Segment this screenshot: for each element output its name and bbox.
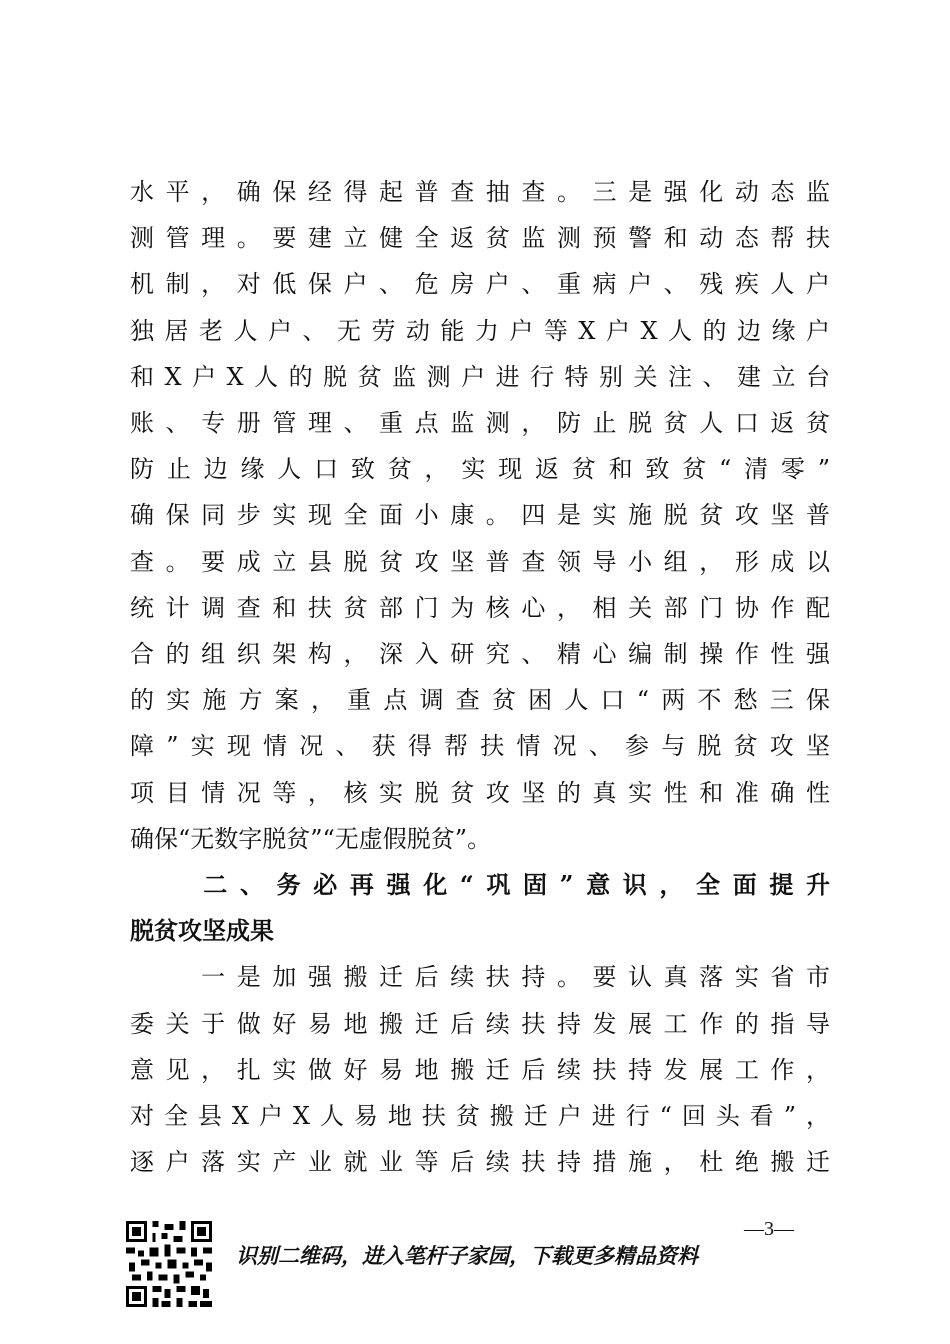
body-line: 合的组织架构，深入研究、精心编制操作性强 bbox=[130, 640, 830, 668]
body-line: 确保“无数字脱贫”“无虚假脱贫”。 bbox=[130, 825, 492, 853]
body-line: 账、专册管理、重点监测，防止脱贫人口返贫 bbox=[130, 409, 830, 437]
body-line: 意见，扎实做好易地搬迁后续扶持发展工作， bbox=[130, 1056, 830, 1084]
body-line: 确保同步实现全面小康。四是实施脱贫攻坚普 bbox=[130, 501, 830, 529]
body-line: 对全县X户X人易地扶贫搬迁户进行“回头看”， bbox=[130, 1102, 830, 1130]
body-line: 防止边缘人口致贫，实现返贫和致贫“清零” bbox=[130, 455, 830, 483]
body-line: 查。要成立县脱贫攻坚普查领导小组，形成以 bbox=[130, 548, 830, 576]
page-number: —3— bbox=[744, 1218, 794, 1240]
section-heading-line: 脱贫攻坚成果 bbox=[130, 916, 274, 945]
body-line: 水平，确保经得起普查抽查。三是强化动态监 bbox=[130, 178, 830, 206]
body-line: 统计调查和扶贫部门为核心，相关部门协作配 bbox=[130, 594, 830, 622]
body-line: 项目情况等，核实脱贫攻坚的真实性和准确性 bbox=[130, 779, 830, 807]
body-line: 独居老人户、无劳动能力户等X户X人的边缘户 bbox=[130, 317, 830, 345]
body-line: 的实施方案，重点调查贫困人口“两不愁三保 bbox=[130, 686, 830, 714]
qr-code-icon bbox=[126, 1221, 212, 1307]
body-line: 障”实现情况、获得帮扶情况、参与脱贫攻坚 bbox=[130, 732, 830, 760]
footer-promo-text: 识别二维码，进入笔杆子家园，下载更多精品资料 bbox=[236, 1243, 698, 1268]
body-line: 逐户落实产业就业等后续扶持措施，杜绝搬迁 bbox=[130, 1148, 830, 1176]
section-heading-line: 二、务必再强化“巩固”意识，全面提升 bbox=[130, 870, 830, 899]
body-line: 一是加强搬迁后续扶持。要认真落实省市 bbox=[130, 963, 830, 991]
body-line: 委关于做好易地搬迁后续扶持发展工作的指导 bbox=[130, 1010, 830, 1038]
body-line: 测管理。要建立健全返贫监测预警和动态帮扶 bbox=[130, 224, 830, 252]
body-line: 和X户X人的脱贫监测户进行特别关注、建立台 bbox=[130, 363, 830, 391]
body-line: 机制，对低保户、危房户、重病户、残疾人户 bbox=[130, 270, 830, 298]
